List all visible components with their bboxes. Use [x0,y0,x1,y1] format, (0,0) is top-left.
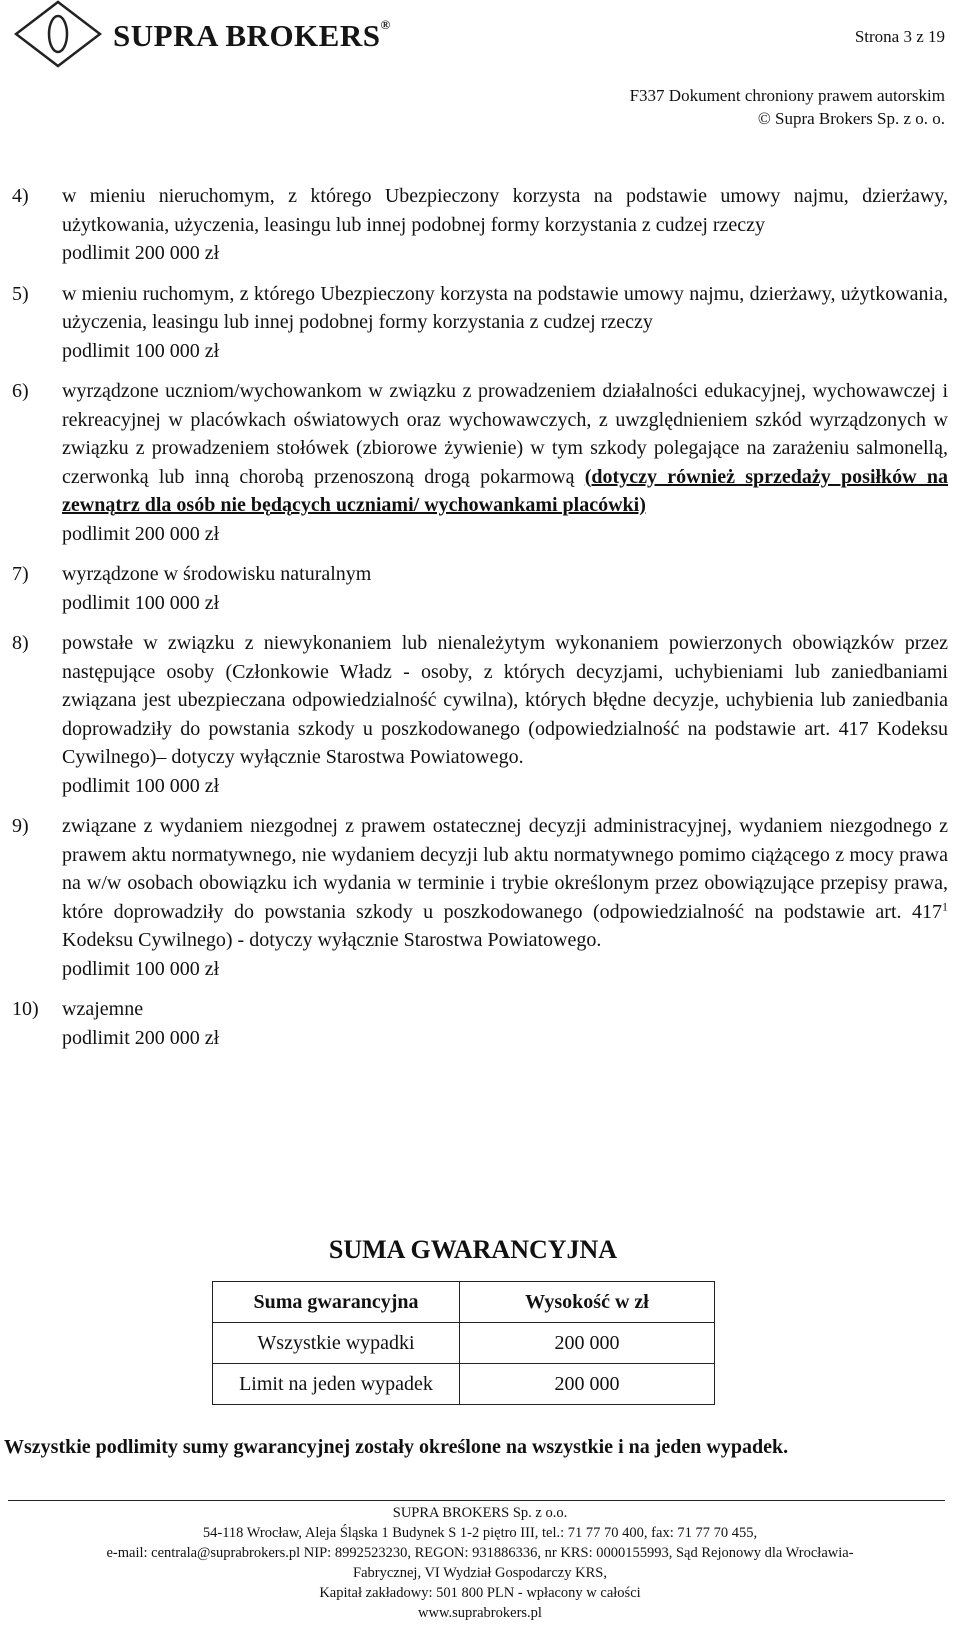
list-item [12,629,948,800]
item-limit: podlimit 200 000 zł [62,242,220,264]
brand-name: SUPRA BROKERS® [113,16,391,53]
item-text: w mieniu ruchomym, z którego Ubezpieczony korzysta na podstawie umowy najmu, dzierżawy, użytkowania, użyczenia, leasingu lub innej podobnej formy korzystania z cudzej rzeczy [62,282,948,333]
item-text: związane z wydaniem niezgodnej z prawem ostatecznej decyzji administracyjnej, wydaniem niezgodnego z prawem aktu normatywnego, nie wydaniem decyzji lub aktu normatywnego pomimo ciążącego z mocy prawa na w/w osobach obowiązku ich wydania w terminie i trybie określonym przez obowiązujące przepisy prawa, które doprowadziły do powstania szkody u poszkodowanego (odpowiedzialność na podstawie art. $417^1$ Kodeksu Cywilnego) - dotyczy wyłącznie Starostwa Powiatowego. [62,815,948,951]
item-text: wyrządzone w środowisku naturalnym [62,563,372,585]
page-header [0,0,960,130]
footer-company: SUPRA BROKERS Sp. z o.o. [392,1505,568,1521]
footer-registry: e-mail: centrala@suprabrokers.pl NIP: 8992523230, REGON: 931886336, nr KRS: 0000155993, Sąd Rejonowy dla Wrocławia- [106,1545,854,1561]
footer-court: Fabrycznej, VI Wydział Gospodarczy KRS, [353,1565,607,1581]
guarantee-table [212,1281,715,1405]
footer-divider [8,1500,945,1501]
column-header: Suma gwarancyjna [213,1282,460,1323]
footer-website[interactable]: www.suprabrokers.pl [418,1605,542,1621]
supra-logo-icon [14,0,102,68]
list-item [12,560,948,617]
list-item [12,812,948,983]
item-limit: podlimit 200 000 zł [62,522,220,545]
item-number: 10) [12,998,39,1020]
item-number: 7) [12,563,29,585]
doc-line-1: F337 Dokument chroniony prawem autorskim [629,86,945,105]
doc-line-2: © Supra Brokers Sp. z o. o. [757,109,945,128]
item-number: 6) [12,380,29,402]
document-id [630,84,945,130]
section-title: SUMA GWARANCYJNA [328,1235,618,1264]
table-row [213,1364,715,1405]
page-number: Strona 3 z 19 [854,27,945,46]
item-number: 5) [12,282,29,305]
footer-address: 54-118 Wrocław, Aleja Śląska 1 Budynek S 1-2 piętro III, tel.: 71 77 70 400, fax: 71 77 70 455, [202,1525,758,1541]
item-emphasis: (dotyczy również sprzedaży posiłków na zewnątrz dla osób nie będących uczniami/ wychowankami placówki) [62,465,949,516]
list-item [12,377,948,548]
table-header-row [213,1282,715,1323]
item-limit: podlimit 100 000 zł [62,591,220,614]
page-footer [0,1503,960,1623]
item-number: 9) [12,815,29,837]
item-limit: podlimit 100 000 zł [62,957,220,980]
summary-note: Wszystkie podlimity sumy gwarancyjnej zostały określone na wszystkie i na jeden wypadek. [4,1436,789,1458]
table-cell: 200 000 [460,1323,715,1364]
item-text: powstałe w związku z niewykonaniem lub nienależytym wykonaniem powierzonych obowiązków przez następujące osoby (Członkowie Władz - osoby, z których decyzjami, uchybieniami lub zaniedbaniami związana jest ubezpieczana odpowiedzialność cywilna), których błędne decyzje, uchybienia lub zaniedbania doprowadziły do powstania szkody u poszkodowanego (odpowiedzialność na podstawie art. 417 Kodeksu Cywilnego)– dotyczy wyłącznie Starostwa Powiatowego. [62,632,948,768]
list-item [12,995,948,1052]
item-text: w mieniu nieruchomym, z którego Ubezpieczony korzysta na podstawie umowy najmu, dzierżawy, użytkowania, użyczenia, leasingu lub innej podobnej formy korzystania z cudzej rzeczy [62,185,948,236]
table-row [213,1323,715,1364]
table-cell: 200 000 [460,1364,715,1405]
superscript: 1 [942,898,948,913]
coverage-list [12,182,948,1064]
table-cell: Wszystkie wypadki [213,1323,460,1364]
list-item [12,280,948,366]
column-header: Wysokość w zł [460,1282,715,1323]
item-number: 4) [12,185,29,207]
item-text: wzajemne [62,998,144,1020]
registered-mark: ® [380,16,391,32]
list-item [12,182,948,268]
footer-capital: Kapitał zakładowy: 501 800 PLN - wpłacony w całości [319,1585,641,1601]
item-limit: podlimit 200 000 zł [62,1026,220,1049]
item-limit: podlimit 100 000 zł [62,774,220,797]
item-limit: podlimit 100 000 zł [62,339,220,362]
item-number: 8) [12,632,29,654]
item-text: wyrządzone uczniom/wychowankom w związku z prowadzeniem działalności edukacyjnej, wychowawczej i rekreacyjnej w placówkach oświatowych oraz wychowawczych, z uwzględnieniem szkód wyrządzonych w związku z prowadzeniem stołówek (zbiorowe żywienie) w tym szkody polegające na zarażeniu salmonellą, czerwonką lub inną chorobą przenoszoną drogą pokarmową (dotyczy również sprzedaży posiłków na zewnątrz dla osób nie będących uczniami/ wychowankami placówki) [62,380,949,516]
table-cell: Limit na jeden wypadek [213,1364,460,1405]
